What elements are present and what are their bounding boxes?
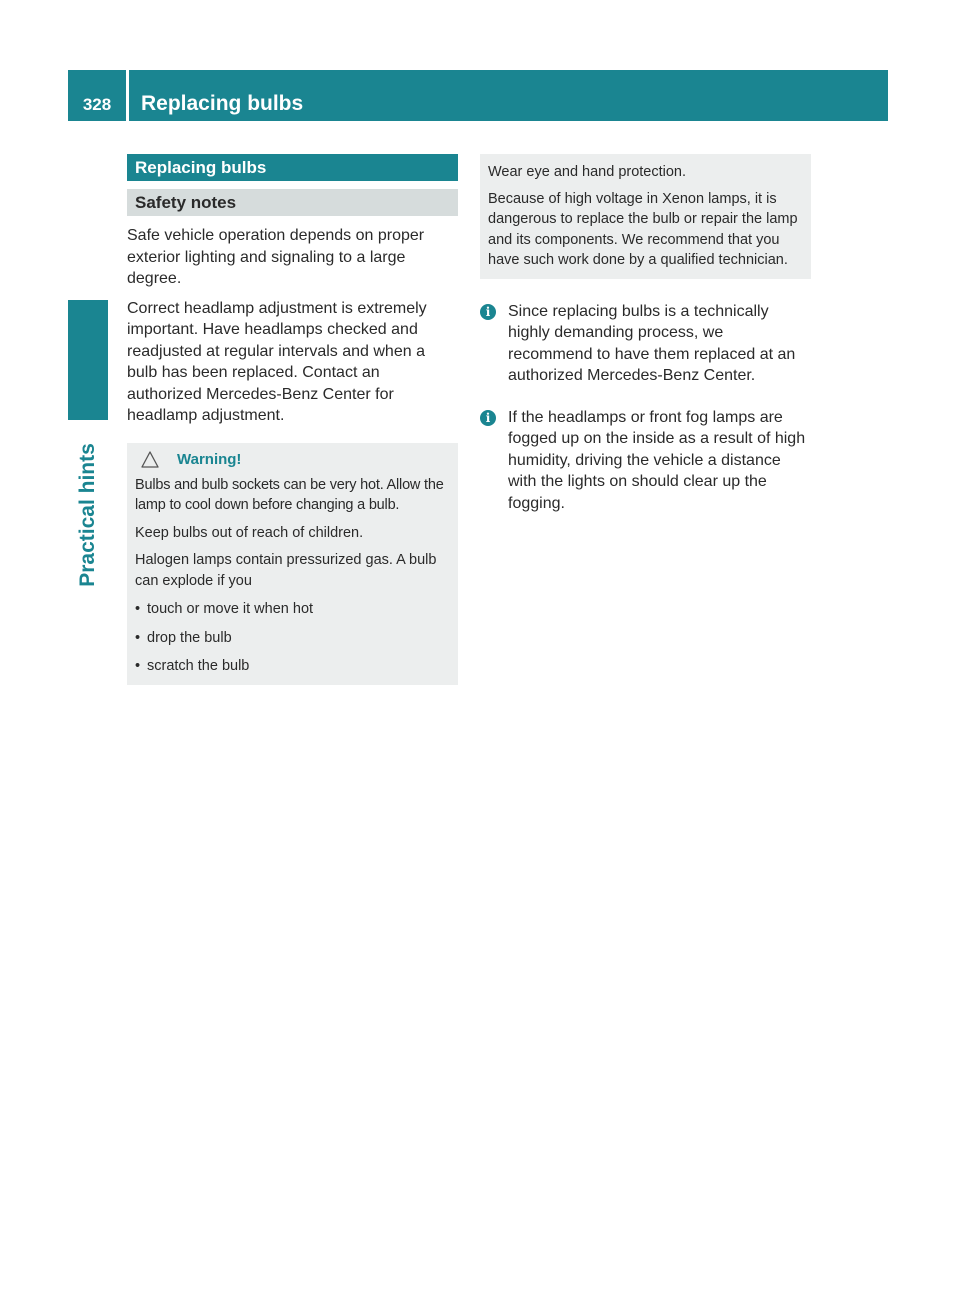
info-icon: i: [480, 410, 496, 426]
warning-title: Warning!: [177, 451, 242, 468]
side-tab-block: [68, 300, 108, 420]
info-icon: i: [480, 304, 496, 320]
list-item-text: scratch the bulb: [147, 658, 250, 674]
warning-box-continued: [480, 154, 811, 279]
list-item-text: drop the bulb: [147, 629, 232, 646]
info-note: [480, 407, 811, 515]
side-tab-label: Practical hints: [76, 443, 99, 587]
warning-paragraph: Wear eye and hand protection.: [488, 164, 687, 180]
list-item: [135, 656, 452, 677]
page-header-title: Replacing bulbs: [129, 70, 888, 121]
warning-paragraph: Bulbs and bulb sockets can be very hot. Allow the lamp to cool down before changing a bulb.: [135, 476, 444, 513]
bullet-icon: •: [135, 658, 141, 674]
right-column: [480, 154, 811, 514]
info-note: [480, 301, 811, 387]
warning-paragraph: Because of high voltage in Xenon lamps, it is dangerous to replace the bulb or repair the lamp and its components. We recommend that you have such work done by a qualified technician.: [488, 190, 798, 268]
left-column: [127, 154, 458, 685]
info-note-text: If the headlamps or front fog lamps are fogged up on the inside as a result of high humidity, driving the vehicle a distance with the lights on should clear up the fogging.: [508, 408, 806, 512]
subsection-title: Safety notes: [127, 189, 458, 216]
info-note-text: Since replacing bulbs is a technically highly demanding process, we recommend to have them replaced at an authorized Mercedes-Benz Center.: [508, 302, 796, 384]
side-tab: [68, 425, 108, 605]
warning-box: [127, 443, 458, 685]
list-item: [135, 628, 452, 649]
page-number: 328: [68, 70, 126, 121]
body-paragraph: Correct headlamp adjustment is extremely important. Have headlamps checked and readjusted at regular intervals and when a bulb has been replaced. Contact an authorized Mercedes-Benz Center for headlamp adjustment.: [127, 299, 427, 424]
section-title: Replacing bulbs: [127, 154, 458, 181]
bullet-icon: •: [135, 601, 141, 617]
warning-triangle-icon: [141, 451, 159, 468]
warning-paragraph: Halogen lamps contain pressurized gas. A bulb can explode if you: [135, 552, 437, 589]
list-item: [135, 599, 452, 620]
list-item-text: touch or move it when hot: [147, 601, 314, 617]
bullet-icon: •: [135, 629, 141, 646]
warning-paragraph: Keep bulbs out of reach of children.: [135, 524, 364, 541]
warning-header: [135, 449, 452, 471]
body-paragraph: Safe vehicle operation depends on proper exterior lighting and signaling to a large degree.: [127, 227, 425, 287]
